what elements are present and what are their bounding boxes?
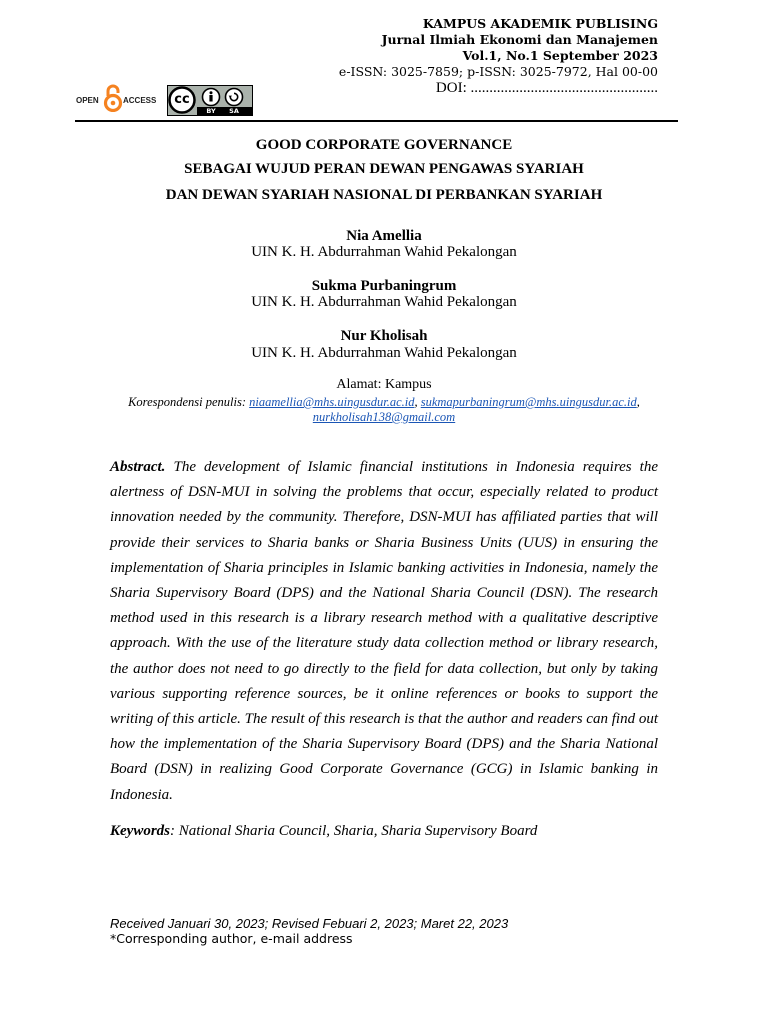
paper-title-line-2: SEBAGAI WUJUD PERAN DEWAN PENGAWAS SYARIAH: [184, 161, 584, 177]
author-affiliation: UIN K. H. Abdurrahman Wahid Pekalongan: [251, 345, 517, 361]
doi-info: DOI: ..................................................: [435, 80, 658, 96]
email-link[interactable]: sukmapurbaningrum@mhs.uingusdur.ac.id: [420, 395, 637, 409]
author-name: Nur Kholisah: [340, 328, 428, 344]
author-affiliation: UIN K. H. Abdurrahman Wahid Pekalongan: [251, 244, 517, 260]
keywords: [110, 822, 658, 840]
keywords-label: Keywords: [110, 823, 170, 839]
author-name: Nia Amellia: [346, 228, 422, 244]
paper-title-line-1: GOOD CORPORATE GOVERNANCE: [255, 137, 513, 153]
email-separator: ,: [414, 395, 421, 409]
open-access-lock-icon: [103, 84, 123, 112]
header-rule: [75, 120, 678, 122]
email-link[interactable]: niaamellia@mhs.uingusdur.ac.id: [249, 395, 415, 409]
cc-mark-label: cc: [174, 92, 190, 107]
correspondence: [110, 395, 658, 425]
received-dates: Received Januari 30, 2023; Revised Febuari 2, 2023; Maret 22, 2023: [110, 916, 509, 931]
volume-info: Vol.1, No.1 September 2023: [462, 48, 658, 63]
corresponding-note: *Corresponding author, e-mail address: [110, 931, 353, 946]
abstract: [110, 455, 658, 808]
cc-sa-label: SA: [229, 107, 239, 115]
author-affiliation: UIN K. H. Abdurrahman Wahid Pekalongan: [251, 294, 517, 310]
email-link[interactable]: nurkholisah138@gmail.com: [312, 410, 456, 424]
author-name: Sukma Purbaningrum: [311, 278, 457, 294]
email-separator: ,: [636, 395, 640, 409]
abstract-label: Abstract.: [110, 459, 166, 475]
open-access-label-right: ACCESS: [123, 96, 157, 105]
keywords-text: : National Sharia Council, Sharia, Sharia Supervisory Board: [170, 823, 538, 839]
publisher-name: KAMPUS AKADEMIK PUBLISING: [422, 16, 658, 31]
open-access-logo: [76, 82, 162, 114]
journal-name: Jurnal Ilmiah Ekonomi dan Manajemen: [381, 32, 658, 47]
issn-info: e-ISSN: 3025-7859; p-ISSN: 3025-7972, Hal 00-00: [338, 64, 658, 79]
paper-title-line-3: DAN DEWAN SYARIAH NASIONAL DI PERBANKAN SYARIAH: [165, 187, 603, 203]
cc-by-label: BY: [206, 107, 216, 115]
address: Alamat: Kampus: [336, 377, 432, 392]
cc-by-sa-logo: [167, 85, 253, 116]
abstract-text: The development of Islamic financial institutions in Indonesia requires the alertness of DSN-MUI in solving the problems that occur, especially related to product innovation needed by the community. Therefore, DSN-MUI has affiliated parties that will provide their services to Sharia banks or Sharia Business Units (UUS) in ensuring the implementation of Sharia principles in Islamic banking activities in Indonesia, namely the Sharia Supervisory Board (DPS) and the National Sharia Council (DSN). The research method used in this research is a library research method with a qualitative descriptive approach. With the use of the literature study data collection method or library research, the author does not need to go directly to the field for data collection, but only by taking various supporting reference sources, be it online references or books to support the writing of this article. The result of this research is that the author and readers can find out how the implementation of the Sharia Supervisory Board (DPS) and the Sharia National Board (DSN) in realizing Good Corporate Governance (GCG) in Islamic banking in Indonesia.: [110, 459, 658, 803]
open-access-label-left: OPEN: [76, 96, 99, 105]
correspondence-label: Korespondensi penulis:: [128, 395, 250, 409]
